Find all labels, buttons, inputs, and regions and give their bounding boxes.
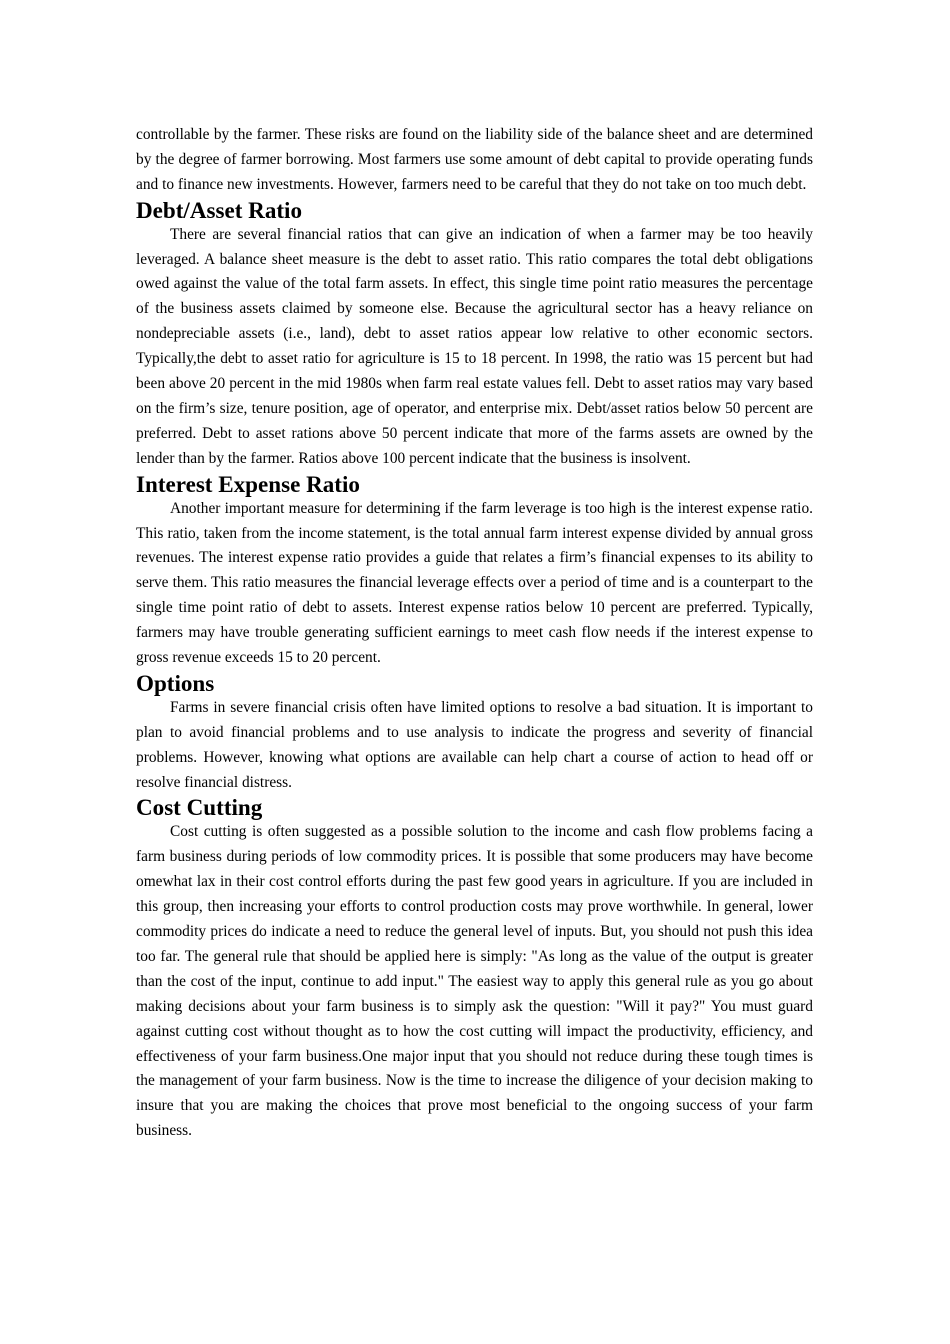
section-heading-cost-cutting: Cost Cutting xyxy=(136,794,263,821)
debt-asset-ratio-paragraph: There are several financial ratios that can give an indication of when a farmer may be too heavily leveraged. A balance sheet measure is the debt to asset ratio. This ratio compares the total debt obligations owed against the value of the total farm assets. In effect, this single time point ratio measures the percentage of the business assets claimed by someone else. Because the agricultural sector has a heavy reliance on nondepreciable assets (i.e., land), debt to asset ratios appear low relative to other economic sectors. Typically,the debt to asset ratio for agriculture is 15 to 18 percent. In 1998, the ratio was 15 percent but had been above 20 percent in the mid 1980s when farm real estate values fell. Debt to asset ratios may vary based on the firm’s size, tenure position, age of operator, and enterprise mix. Debt/asset ratios below 50 percent are preferred. Debt to asset rations above 50 percent indicate that more of the farms assets are owned by the lender than by the farmer. Ratios above 100 percent indicate that the business is insolvent. xyxy=(136,225,813,467)
section-heading-options: Options xyxy=(136,669,215,696)
section-heading-debt-asset-ratio: Debt/Asset Ratio xyxy=(136,196,303,223)
options-paragraph: Farms in severe financial crisis often have limited options to resolve a bad situation. It is important to plan to avoid financial problems and to use analysis to indicate the progress and severity of financial problems. However, knowing what options are available can help chart a course of action to head off or resolve financial distress. xyxy=(136,698,813,791)
intro-paragraph: controllable by the farmer. These risks are found on the liability side of the balance sheet and are determined by the degree of farmer borrowing. Most farmers use some amount of debt capital to provide operating funds and to finance new investments. However, farmers need to be careful that they do not take on too much debt. xyxy=(136,126,813,193)
document-page xyxy=(136,123,813,1144)
interest-expense-ratio-paragraph: Another important measure for determining if the farm leverage is too high is the interest expense ratio. This ratio, taken from the income statement, is the total annual farm interest expense divided by annual gross revenues. The interest expense ratio provides a guide that relates a firm’s financial expenses to its ability to serve them. This ratio measures the financial leverage effects over a period of time and is a counterpart to the single time point ratio of debt to assets. Interest expense ratios below 10 percent are preferred. Typically, farmers may have trouble generating sufficient earnings to meet cash flow needs if the interest expense to gross revenue exceeds 15 to 20 percent. xyxy=(136,499,813,667)
cost-cutting-paragraph: Cost cutting is often suggested as a possible solution to the income and cash flow problems facing a farm business during periods of low commodity prices. It is possible that some producers may have become omewhat lax in their cost control efforts during the past few good years in agriculture. If you are included in this group, then increasing your efforts to control production costs may prove worthwhile. In general, lower commodity prices do indicate a need to reduce the general level of inputs. But, you should not push this idea too far. The general rule that should be applied here is simply: "As long as the value of the output is greater than the cost of the input, continue to add input." The easiest way to apply this general rule as you go about making decisions about your farm business is to simply ask the question: "Will it pay?" You must guard against cutting cost without thought as to how the cost cutting will impact the productivity, efficiency, and effectiveness of your farm business.One major input that you should not reduce during these tough times is the management of your farm business. Now is the time to increase the diligence of your decision making to insure that you are making the choices that prove most beneficial to the ongoing success of your farm business. xyxy=(136,823,813,1140)
section-heading-interest-expense-ratio: Interest Expense Ratio xyxy=(136,470,360,497)
